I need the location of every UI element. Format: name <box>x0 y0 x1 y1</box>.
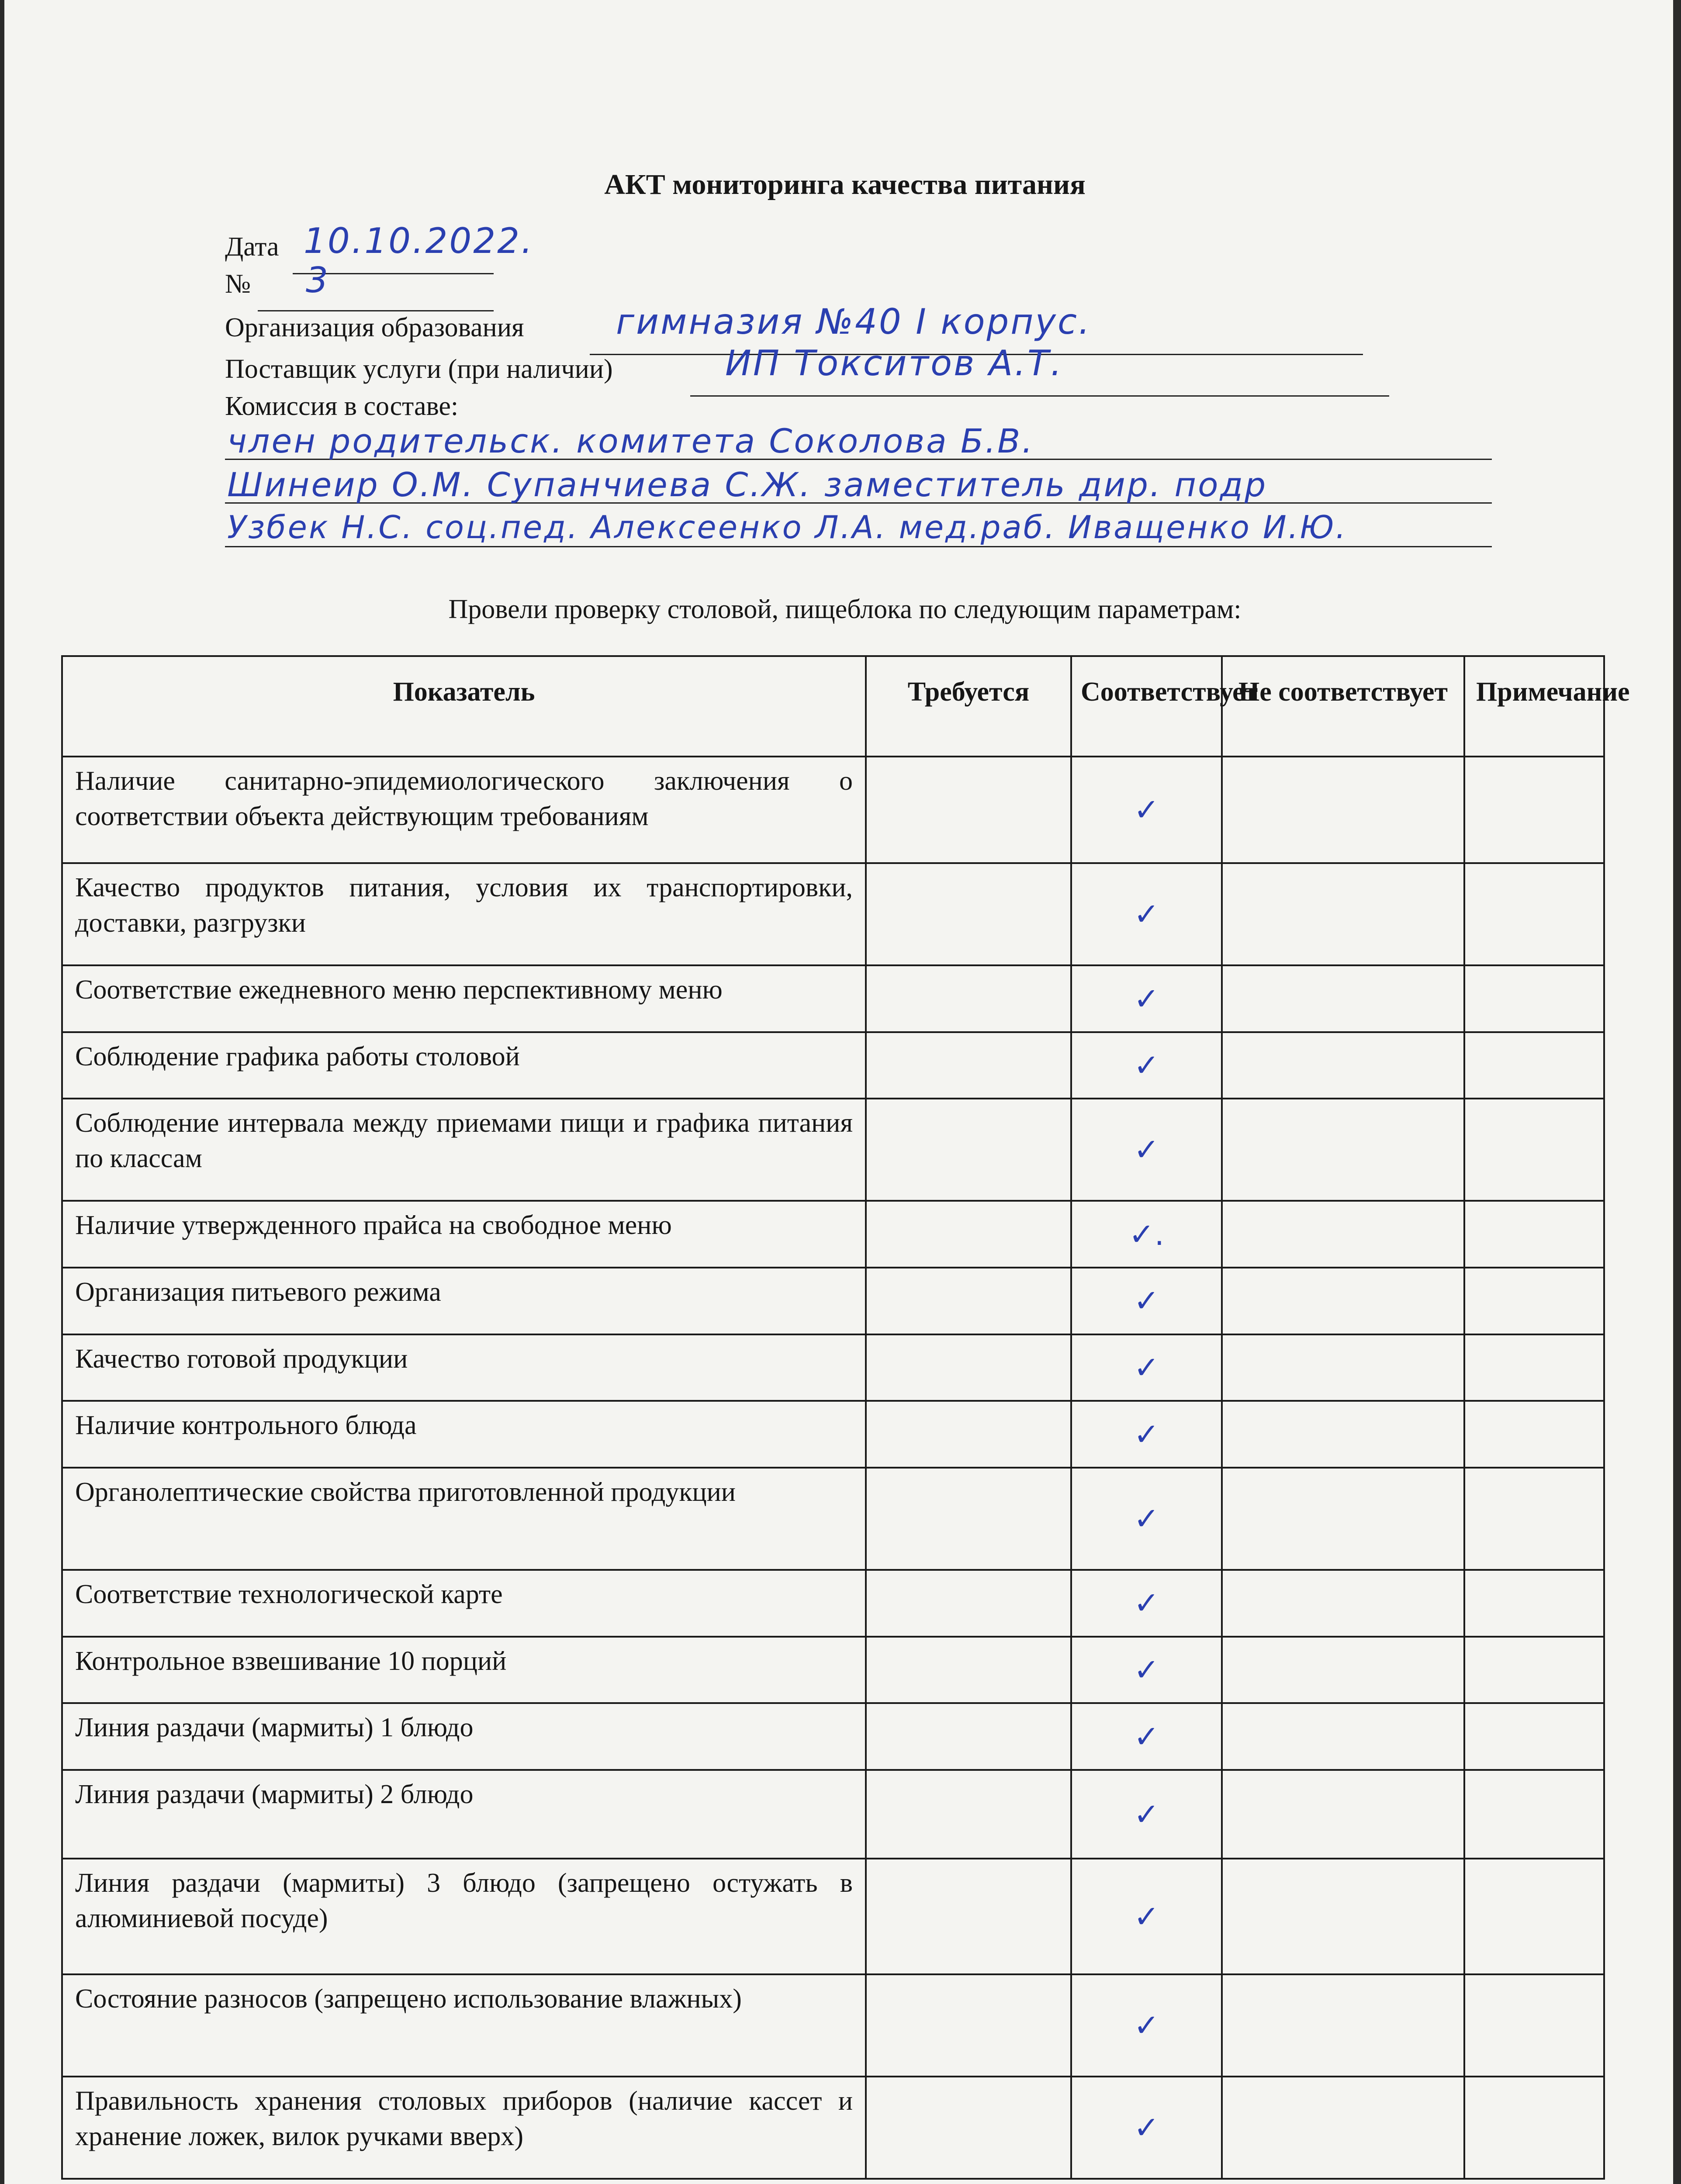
not-complies-cell <box>1222 1468 1464 1570</box>
number-value: 3 <box>306 260 330 301</box>
note-cell <box>1464 1468 1604 1570</box>
required-cell <box>866 757 1071 863</box>
indicator-cell: Линия раздачи (мармиты) 1 блюдо <box>62 1703 866 1770</box>
required-cell <box>866 1703 1071 1770</box>
complies-cell: ✓ <box>1071 757 1222 863</box>
required-cell <box>866 1401 1071 1468</box>
note-cell <box>1464 757 1604 863</box>
table-row <box>62 1570 1604 1637</box>
indicator-cell: Соответствие технологической карте <box>62 1570 866 1637</box>
table-header-row <box>62 656 1604 757</box>
table-row <box>62 1032 1604 1099</box>
required-cell <box>866 1334 1071 1401</box>
header-complies: Соответствует <box>1071 656 1222 757</box>
required-cell <box>866 1268 1071 1334</box>
table-row <box>62 863 1604 965</box>
required-cell <box>866 1032 1071 1099</box>
commission-line-2: Шинеир О.М. Супанчиева С.Ж. заместитель дир. подр <box>227 465 1268 504</box>
not-complies-cell <box>1222 1099 1464 1201</box>
note-cell <box>1464 1859 1604 1974</box>
note-cell <box>1464 2077 1604 2179</box>
header-note: Примечание <box>1464 656 1604 757</box>
complies-cell: ✓ <box>1071 2077 1222 2179</box>
complies-cell: ✓ <box>1071 1770 1222 1859</box>
table-row <box>62 1201 1604 1268</box>
indicator-cell: Качество готовой продукции <box>62 1334 866 1401</box>
required-cell <box>866 1974 1071 2077</box>
complies-cell: ✓ <box>1071 1859 1222 1974</box>
not-complies-cell <box>1222 1201 1464 1268</box>
indicator-cell: Правильность хранения столовых приборов (наличие кассет и хранение ложек, вилок ручками вверх) <box>62 2077 866 2179</box>
table-row <box>62 757 1604 863</box>
indicator-cell: Линия раздачи (мармиты) 3 блюдо (запрещено остужать в алюминиевой посуде) <box>62 1859 866 1974</box>
required-cell <box>866 1859 1071 1974</box>
table-row <box>62 1703 1604 1770</box>
complies-cell: ✓ <box>1071 1032 1222 1099</box>
note-cell <box>1464 965 1604 1032</box>
document-title: АКТ мониторинга качества питания <box>604 169 1086 200</box>
note-cell <box>1464 1703 1604 1770</box>
complies-cell: ✓ <box>1071 1401 1222 1468</box>
table-row <box>62 1770 1604 1859</box>
note-cell <box>1464 1974 1604 2077</box>
header-not-complies: Не соответствует <box>1222 656 1464 757</box>
commission-underline-3 <box>225 546 1492 547</box>
required-cell <box>866 2077 1071 2179</box>
indicator-cell: Соответствие ежедневного меню перспективному меню <box>62 965 866 1032</box>
indicator-cell: Организация питьевого режима <box>62 1268 866 1334</box>
not-complies-cell <box>1222 1401 1464 1468</box>
required-cell <box>866 1770 1071 1859</box>
not-complies-cell <box>1222 1032 1464 1099</box>
complies-cell: ✓ <box>1071 1099 1222 1201</box>
commission-line-3: Узбек Н.С. соц.пед. Алексеенко Л.А. мед.раб. Иващенко И.Ю. <box>227 509 1348 546</box>
complies-cell: ✓ <box>1071 1703 1222 1770</box>
note-cell <box>1464 863 1604 965</box>
required-cell <box>866 965 1071 1032</box>
table-row <box>62 1859 1604 1974</box>
inspection-table <box>61 655 1630 2180</box>
table-row <box>62 1974 1604 2077</box>
complies-cell: ✓ <box>1071 1637 1222 1704</box>
not-complies-cell <box>1222 1637 1464 1704</box>
header-indicator: Показатель <box>62 656 866 757</box>
complies-cell: ✓ <box>1071 1334 1222 1401</box>
table-row <box>62 2077 1604 2179</box>
intro-text: Провели проверку столовой, пищеблока по следующим параметрам: <box>448 594 1242 624</box>
indicator-cell: Качество продуктов питания, условия их транспортировки, доставки, разгрузки <box>62 863 866 965</box>
indicator-cell: Состояние разносов (запрещено использование влажных) <box>62 1974 866 2077</box>
indicator-cell: Контрольное взвешивание 10 порций <box>62 1637 866 1704</box>
note-cell <box>1464 1032 1604 1099</box>
note-cell <box>1464 1268 1604 1334</box>
indicator-cell: Линия раздачи (мармиты) 2 блюдо <box>62 1770 866 1859</box>
org-value: гимназия №40 I корпус. <box>616 301 1092 342</box>
required-cell <box>866 1201 1071 1268</box>
not-complies-cell <box>1222 1268 1464 1334</box>
note-cell <box>1464 1570 1604 1637</box>
header-required: Требуется <box>866 656 1071 757</box>
not-complies-cell <box>1222 1859 1464 1974</box>
commission-label: Комиссия в составе: <box>225 391 459 421</box>
required-cell <box>866 1570 1071 1637</box>
table-row <box>62 1099 1604 1201</box>
indicator-cell: Наличие утвержденного прайса на свободное меню <box>62 1201 866 1268</box>
not-complies-cell <box>1222 965 1464 1032</box>
not-complies-cell <box>1222 863 1464 965</box>
note-cell <box>1464 1401 1604 1468</box>
org-label: Организация образования <box>225 313 524 342</box>
indicator-cell: Соблюдение интервала между приемами пищи и графика питания по классам <box>62 1099 866 1201</box>
supplier-label: Поставщик услуги (при наличии) <box>225 354 613 384</box>
commission-line-1: член родительск. комитета Соколова Б.В. <box>227 422 1034 460</box>
note-cell <box>1464 1637 1604 1704</box>
required-cell <box>866 1468 1071 1570</box>
indicator-cell: Органолептические свойства приготовленной продукции <box>62 1468 866 1570</box>
complies-cell: ✓ <box>1071 1468 1222 1570</box>
table-row <box>62 1334 1604 1401</box>
complies-cell: ✓ <box>1071 1570 1222 1637</box>
complies-cell: ✓ <box>1071 1974 1222 2077</box>
supplier-value: ИП Токситов А.Т. <box>725 343 1064 384</box>
table-row <box>62 1268 1604 1334</box>
not-complies-cell <box>1222 1570 1464 1637</box>
note-cell <box>1464 1770 1604 1859</box>
not-complies-cell <box>1222 1770 1464 1859</box>
indicator-cell: Соблюдение графика работы столовой <box>62 1032 866 1099</box>
number-label: № <box>225 269 251 299</box>
complies-cell: ✓. <box>1071 1201 1222 1268</box>
table-row <box>62 1401 1604 1468</box>
table-row <box>62 965 1604 1032</box>
not-complies-cell <box>1222 1703 1464 1770</box>
table-row <box>62 1468 1604 1570</box>
not-complies-cell <box>1222 1334 1464 1401</box>
complies-cell: ✓ <box>1071 1268 1222 1334</box>
complies-cell: ✓ <box>1071 965 1222 1032</box>
required-cell <box>866 863 1071 965</box>
not-complies-cell <box>1222 2077 1464 2179</box>
supplier-underline <box>690 395 1389 397</box>
note-cell <box>1464 1334 1604 1401</box>
not-complies-cell <box>1222 1974 1464 2077</box>
note-cell <box>1464 1099 1604 1201</box>
complies-cell: ✓ <box>1071 863 1222 965</box>
not-complies-cell <box>1222 757 1464 863</box>
table-row <box>62 1637 1604 1704</box>
required-cell <box>866 1637 1071 1704</box>
date-label: Дата <box>225 232 279 262</box>
date-value: 10.10.2022. <box>304 221 534 261</box>
indicator-cell: Наличие контрольного блюда <box>62 1401 866 1468</box>
indicator-cell: Наличие санитарно-эпидемиологического заключения о соответствии объекта действующим требованиям <box>62 757 866 863</box>
note-cell <box>1464 1201 1604 1268</box>
number-underline <box>258 310 494 311</box>
required-cell <box>866 1099 1071 1201</box>
